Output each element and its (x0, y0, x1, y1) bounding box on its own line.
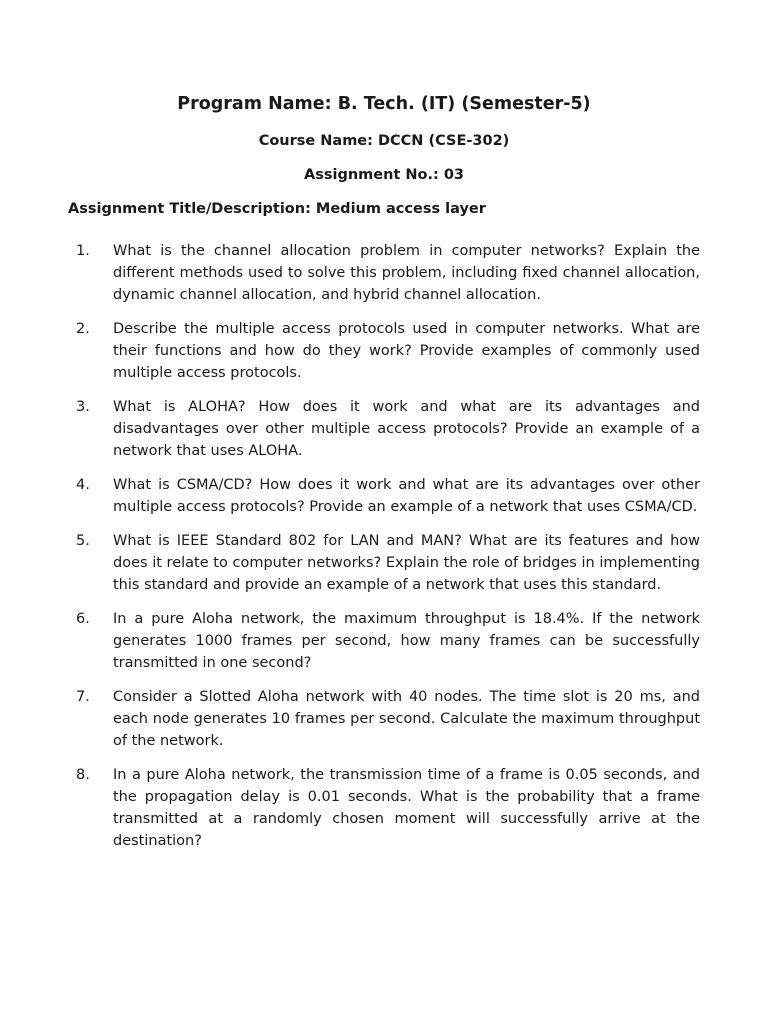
question-item (68, 396, 700, 462)
question-item (68, 318, 700, 384)
question-number: 6. (76, 611, 90, 627)
assignment-title: Assignment Title/Description: Medium access layer (68, 201, 486, 217)
question-number: 3. (76, 399, 90, 415)
question-list (68, 240, 700, 864)
question-text: What is ALOHA? How does it work and what are its advantages and disadvantages over other multiple access protocols? Provide an example of a network that uses ALOHA. (113, 399, 700, 459)
program-title: Program Name: B. Tech. (IT) (Semester-5) (177, 94, 591, 114)
question-text: What is CSMA/CD? How does it work and what are its advantages over other multiple access protocols? Provide an example of a network that uses CSMA/CD. (113, 477, 700, 515)
question-text: Describe the multiple access protocols used in computer networks. What are their functions and how do they work? Provide examples of commonly used multiple access protocols. (113, 321, 700, 381)
question-text: What is the channel allocation problem in computer networks? Explain the different methods used to solve this problem, including fixed channel allocation, dynamic channel allocation, and hybrid channel allocation. (113, 243, 700, 303)
question-number: 5. (76, 533, 90, 549)
question-number: 7. (76, 689, 90, 705)
assignment-number: Assignment No.: 03 (303, 167, 465, 183)
question-item (68, 474, 700, 518)
course-name: Course Name: DCCN (CSE-302) (258, 133, 510, 149)
question-number: 4. (76, 477, 90, 493)
question-item (68, 686, 700, 752)
question-number: 8. (76, 767, 90, 783)
question-number: 2. (76, 321, 90, 337)
question-text: Consider a Slotted Aloha network with 40 nodes. The time slot is 20 ms, and each node generates 10 frames per second. Calculate the maximum throughput of the network. (113, 689, 700, 749)
question-item (68, 240, 700, 306)
question-item (68, 530, 700, 596)
question-text: In a pure Aloha network, the transmission time of a frame is 0.05 seconds, and the propagation delay is 0.01 seconds. What is the probability that a frame transmitted at a randomly chosen moment will successfully arrive at the destination? (113, 767, 700, 849)
question-text: What is IEEE Standard 802 for LAN and MAN? What are its features and how does it relate to computer networks? Explain the role of bridges in implementing this standard and provide an example of a network that uses this standard. (113, 533, 700, 593)
question-text: In a pure Aloha network, the maximum throughput is 18.4%. If the network generates 1000 frames per second, how many frames can be successfully transmitted in one second? (113, 611, 700, 671)
question-number: 1. (76, 243, 90, 259)
question-item (68, 764, 700, 852)
question-item (68, 608, 700, 674)
